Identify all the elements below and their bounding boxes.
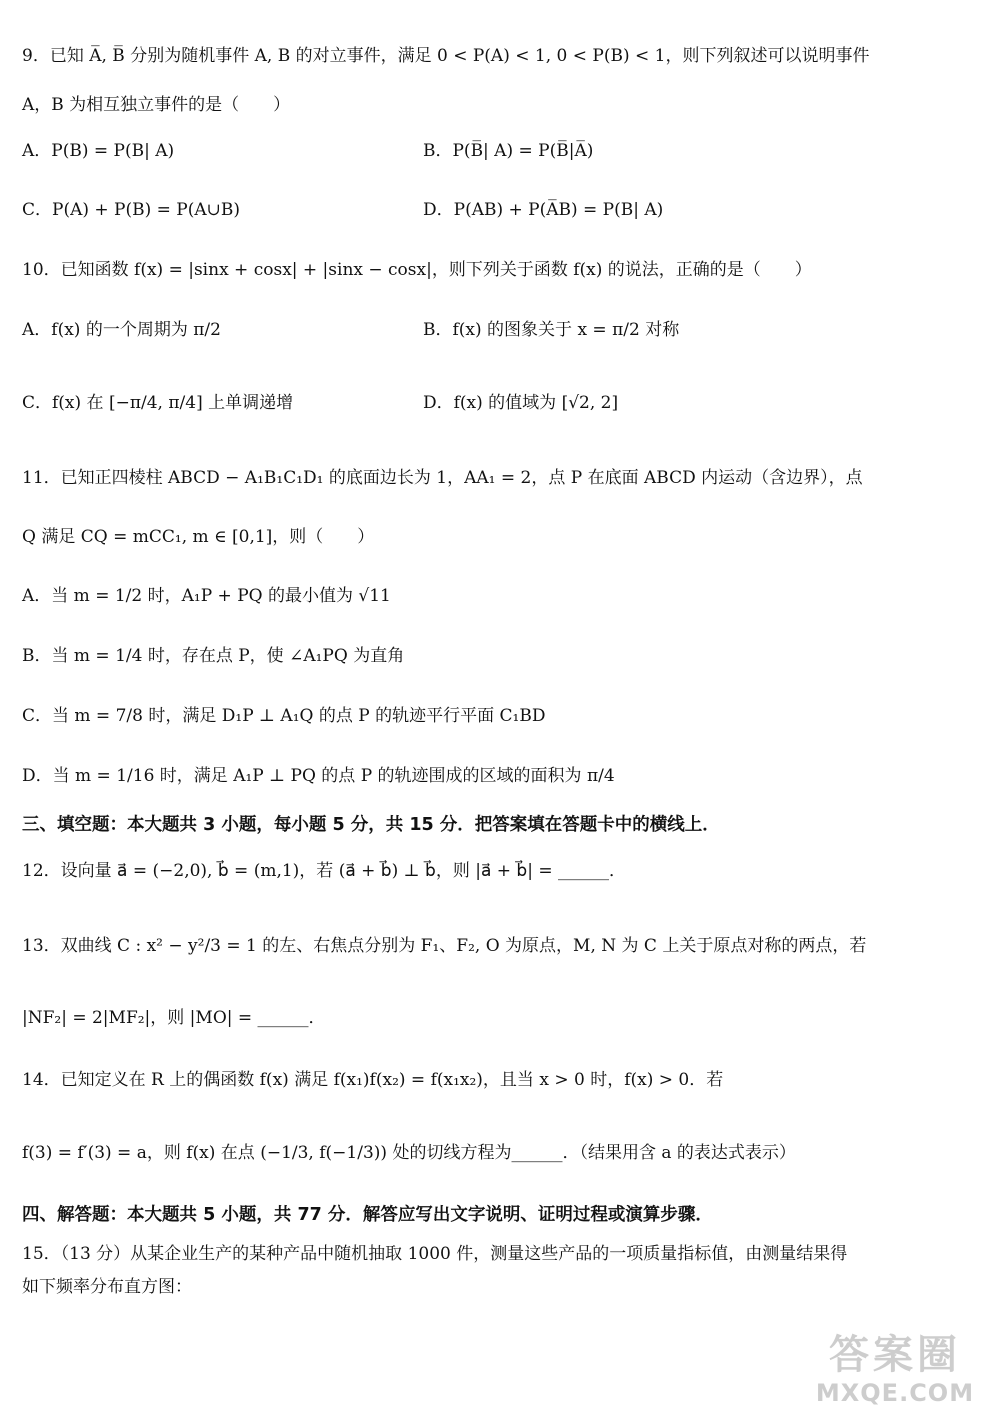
section-3-heading: 三、填空题：本大题共 3 小题，每小题 5 分，共 15 分．把答案填在答题卡中的横线上． bbox=[22, 815, 720, 835]
q11-option-b: B．当 m = 1/4 时，存在点 P，使 ∠A₁PQ 为直角 bbox=[22, 646, 405, 666]
q10-option-a: A．f(x) 的一个周期为 π/2 bbox=[22, 320, 221, 340]
q13-line1: 13．双曲线 C : x² − y²/3 = 1 的左、右焦点分别为 F₁、F₂, O 为原点，M, N 为 C 上关于原点对称的两点，若 bbox=[22, 936, 867, 956]
q14-line2: f(3) = f′(3) = a，则 f(x) 在点 (−1/3, f(−1/3)) 处的切线方程为______．（结果用含 a 的表达式表示） bbox=[22, 1143, 796, 1163]
q10-option-c: C．f(x) 在 [−π/4, π/4] 上单调递增 bbox=[22, 393, 294, 413]
watermark-title: 答案圈 bbox=[829, 1332, 961, 1378]
q9-option-a: A．P(B) = P(B| A) bbox=[22, 141, 175, 161]
q9-option-b: B．P(B̅| A) = P(B̅|A̅) bbox=[423, 141, 594, 161]
q9-option-c: C．P(A) + P(B) = P(A∪B) bbox=[22, 200, 241, 220]
q10-stem: 10．已知函数 f(x) = |sinx + cosx| + |sinx − cosx|，则下列关于函数 f(x) 的说法，正确的是（ ） bbox=[22, 260, 812, 280]
q12-text: 12．设向量 a⃗ = (−2,0), b⃗ = (m,1)，若 (a⃗ + b⃗) ⊥ b⃗，则 |a⃗ + b⃗| = ______． bbox=[22, 861, 626, 881]
q11-option-d: D．当 m = 1/16 时，满足 A₁P ⊥ PQ 的点 P 的轨迹围成的区域的面积为 π/4 bbox=[22, 766, 615, 786]
q9-stem-line2: A，B 为相互独立事件的是（ ） bbox=[22, 95, 291, 115]
q9-stem-line1: 9．已知 A̅, B̅ 分别为随机事件 A, B 的对立事件，满足 0 < P(A) < 1, 0 < P(B) < 1，则下列叙述可以说明事件 bbox=[22, 46, 870, 66]
q15-line1: 15．（13 分）从某企业生产的某种产品中随机抽取 1000 件，测量这些产品的一项质量指标值，由测量结果得 bbox=[22, 1244, 848, 1264]
q10-option-b: B．f(x) 的图象关于 x = π/2 对称 bbox=[423, 320, 680, 340]
q11-option-a: A．当 m = 1/2 时，A₁P + PQ 的最小值为 √11 bbox=[22, 586, 391, 606]
q11-option-c: C．当 m = 7/8 时，满足 D₁P ⊥ A₁Q 的点 P 的轨迹平行平面 C₁BD bbox=[22, 706, 546, 726]
q11-stem-line2: Q 满足 CQ = mCC₁, m ∈ [0,1]，则（ ） bbox=[22, 527, 375, 547]
watermark-url: MXQE.COM bbox=[815, 1379, 975, 1407]
q15-line2: 如下频率分布直方图： bbox=[22, 1277, 192, 1297]
q14-line1: 14．已知定义在 R 上的偶函数 f(x) 满足 f(x₁)f(x₂) = f(x₁x₂)，且当 x > 0 时，f(x) > 0．若 bbox=[22, 1070, 724, 1090]
watermark-logo bbox=[810, 1331, 980, 1419]
section-4-heading: 四、解答题：本大题共 5 小题，共 77 分．解答应写出文字说明、证明过程或演算步骤． bbox=[22, 1205, 713, 1225]
q10-option-d: D．f(x) 的值域为 [√2, 2] bbox=[423, 393, 619, 413]
q11-stem-line1: 11．已知正四棱柱 ABCD − A₁B₁C₁D₁ 的底面边长为 1，AA₁ = 2，点 P 在底面 ABCD 内运动（含边界），点 bbox=[22, 468, 863, 488]
q13-line2: |NF₂| = 2|MF₂|，则 |MO| = ______． bbox=[22, 1008, 326, 1028]
q9-option-d: D．P(AB) + P(A̅B) = P(B| A) bbox=[423, 200, 664, 220]
